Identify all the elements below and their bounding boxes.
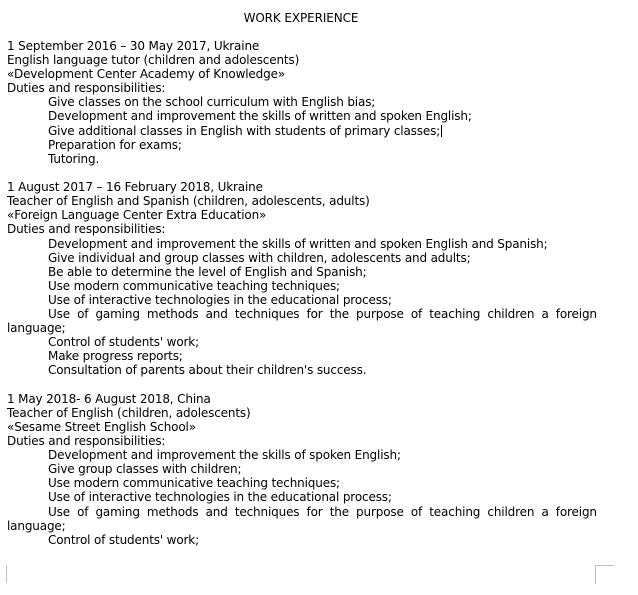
word: gaming [95,504,140,519]
duty-item: Make progress reports; [48,349,183,364]
word: Use [48,306,70,321]
word: children [487,306,535,321]
duty-item: Use of interactive technologies in the educational process; [48,292,392,307]
word: gaming [95,306,140,321]
duty-item: Development and improvement the skills of spoken English; [48,448,401,463]
job-organization: «Development Center Academy of Knowledge» [7,67,286,82]
duty-item: Use of interactive technologies in the educational process; [48,490,392,505]
job-organization: «Foreign Language Center Extra Education» [7,208,267,223]
word: methods [146,306,199,321]
duty-item: Tutoring. [48,151,100,166]
duty-item: Use modern communicative teaching techniques; [48,476,340,491]
job-entry-2 [7,180,597,377]
duty-item-wrapped-continuation: language; [7,518,66,533]
duty-item-with-cursor [7,124,597,138]
duty-item: Give individual and group classes with children, adolescents and adults; [48,250,471,265]
word: a [541,504,549,519]
job-position: Teacher of English (children, adolescents) [7,405,251,420]
job-period: 1 August 2017 – 16 February 2018, Ukraine [7,180,263,195]
word: foreign [555,504,597,519]
duty-item: Be able to determine the level of English and Spanish; [48,264,367,279]
job-period: 1 May 2018- 6 August 2018, China [7,391,211,406]
job-entry-1 [7,39,597,166]
word: and [205,504,228,519]
duty-item: Consultation of parents about their children's success. [48,363,367,378]
duty-item: Give group classes with children; [48,462,242,477]
duty-item: Preparation for exams; [48,137,182,152]
page-corner-mark-left [6,565,8,583]
word: the [329,306,349,321]
word: of [77,504,89,519]
word: teaching [429,306,481,321]
job-entry-3 [7,392,597,547]
word: of [410,306,423,321]
duty-item: Development and improvement the skills of written and spoken English and Spanish; [48,236,548,251]
duty-item: Control of students' work; [48,532,199,547]
document-body[interactable] [7,39,597,547]
duty-item: Give classes on the school curriculum with English bias; [48,95,376,110]
job-period: 1 September 2016 – 30 May 2017, Ukraine [7,39,260,53]
duty-item-wrapped-line [7,505,597,519]
word: techniques [234,504,300,519]
duty-item-text: Give additional classes in English with students of primary classes; [48,123,441,138]
duties-heading: Duties and responsibilities: [7,434,166,449]
page-title: WORK EXPERIENCE [243,11,359,25]
duty-item-wrapped-line [7,307,597,321]
word: methods [146,504,199,519]
duty-item-wrapped-continuation: language; [7,321,66,336]
duty-item: Development and improvement the skills of written and spoken English; [48,109,472,124]
word: teaching [429,504,481,519]
word: for [306,504,323,519]
text-cursor [441,125,442,137]
duties-heading: Duties and responsibilities: [7,81,166,96]
word: purpose [356,306,404,321]
paragraph-gap [7,166,597,180]
page-corner-mark-right [595,565,614,584]
duty-item: Control of students' work; [48,335,199,350]
duty-item: Use modern communicative teaching techniques; [48,278,340,293]
word: purpose [356,504,404,519]
word: foreign [555,306,597,321]
job-position: English language tutor (children and adolescents) [7,53,300,68]
word: techniques [234,306,300,321]
word: children [487,504,535,519]
word: the [329,504,349,519]
duties-heading: Duties and responsibilities: [7,222,166,237]
paragraph-gap [7,377,597,391]
word: a [541,306,549,321]
word: for [306,306,323,321]
word: and [205,306,228,321]
word: Use [48,504,70,519]
job-organization: «Sesame Street English School» [7,419,196,434]
word: of [410,504,423,519]
word: of [77,306,89,321]
job-position: Teacher of English and Spanish (children, adolescents, adults) [7,194,370,209]
